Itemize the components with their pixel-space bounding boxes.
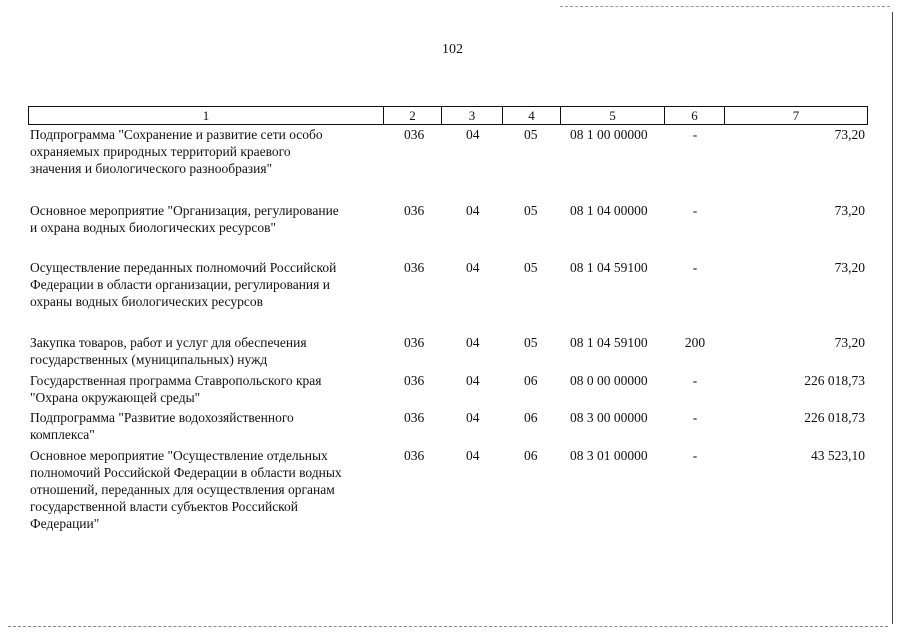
row-col-3: 04	[466, 203, 480, 218]
row-col-5: 08 1 04 59100	[570, 335, 648, 350]
row-name: Основное мероприятие "Осуществление отдельных полномочий Российской Федерации в области водных отношений, переданных для осуществления органам государственной власти субъектов Российской Федерации"	[30, 448, 342, 531]
row-col-2: 036	[404, 373, 425, 388]
row-col-4: 05	[524, 203, 538, 218]
scan-bottom-line	[8, 626, 888, 627]
header-col-2: 2	[384, 107, 442, 124]
row-col-5: 08 0 00 00000	[570, 373, 648, 388]
row-col-5: 08 1 04 00000	[570, 203, 648, 218]
row-col-5: 08 1 00 00000	[570, 127, 648, 142]
row-amount: 73,20	[834, 203, 865, 218]
row-col-4: 05	[524, 260, 538, 275]
row-amount: 226 018,73	[804, 410, 865, 425]
row-name: Подпрограмма "Развитие водохозяйственного комплекса"	[30, 410, 294, 442]
row-name: Подпрограмма "Сохранение и развитие сети особо охраняемых природных территорий краевого значения и биологического разнообразия"	[30, 127, 323, 176]
row-col-5: 08 3 00 00000	[570, 410, 648, 425]
row-col-3: 04	[466, 410, 480, 425]
scan-right-edge	[892, 12, 893, 624]
row-col-2: 036	[404, 127, 425, 142]
header-col-1: 1	[29, 107, 384, 124]
row-col-2: 036	[404, 448, 425, 463]
row-col-2: 036	[404, 410, 425, 425]
row-col-6: -	[692, 448, 698, 463]
row-name: Осуществление переданных полномочий Российской Федерации в области организации, регулирования и охраны водных биологических ресурсов	[30, 260, 337, 309]
row-amount: 73,20	[834, 335, 865, 350]
row-name: Закупка товаров, работ и услуг для обеспечения государственных (муниципальных) нужд	[30, 335, 307, 367]
header-col-7: 7	[792, 108, 800, 123]
row-amount: 73,20	[834, 127, 865, 142]
header-col-6: 6	[665, 107, 725, 124]
scan-top-line	[560, 6, 890, 7]
row-col-5: 08 3 01 00000	[570, 448, 648, 463]
row-col-6: -	[692, 203, 698, 218]
row-name: Основное мероприятие "Организация, регулирование и охрана водных биологических ресурсов"	[30, 203, 339, 235]
header-col-5: 5	[561, 107, 665, 124]
row-col-3: 04	[466, 335, 480, 350]
row-col-3: 04	[466, 127, 480, 142]
header-col-3: 3	[442, 107, 503, 124]
table-header-row	[28, 106, 868, 125]
row-col-4: 06	[524, 410, 538, 425]
row-col-5: 08 1 04 59100	[570, 260, 648, 275]
row-amount: 73,20	[834, 260, 865, 275]
row-col-3: 04	[466, 260, 480, 275]
row-col-4: 06	[524, 448, 538, 463]
row-col-4: 06	[524, 373, 538, 388]
row-col-2: 036	[404, 260, 425, 275]
row-col-6: 200	[684, 335, 706, 350]
row-amount: 43 523,10	[811, 448, 865, 463]
page-number: 102	[442, 42, 463, 57]
row-col-4: 05	[524, 335, 538, 350]
row-col-3: 04	[466, 448, 480, 463]
row-col-6: -	[692, 373, 698, 388]
row-col-2: 036	[404, 203, 425, 218]
row-name: Государственная программа Ставропольского края "Охрана окружающей среды"	[30, 373, 322, 405]
row-amount: 226 018,73	[804, 373, 865, 388]
row-col-6: -	[692, 127, 698, 142]
row-col-2: 036	[404, 335, 425, 350]
row-col-4: 05	[524, 127, 538, 142]
row-col-6: -	[692, 260, 698, 275]
header-col-4: 4	[503, 107, 561, 124]
row-col-6: -	[692, 410, 698, 425]
row-col-3: 04	[466, 373, 480, 388]
